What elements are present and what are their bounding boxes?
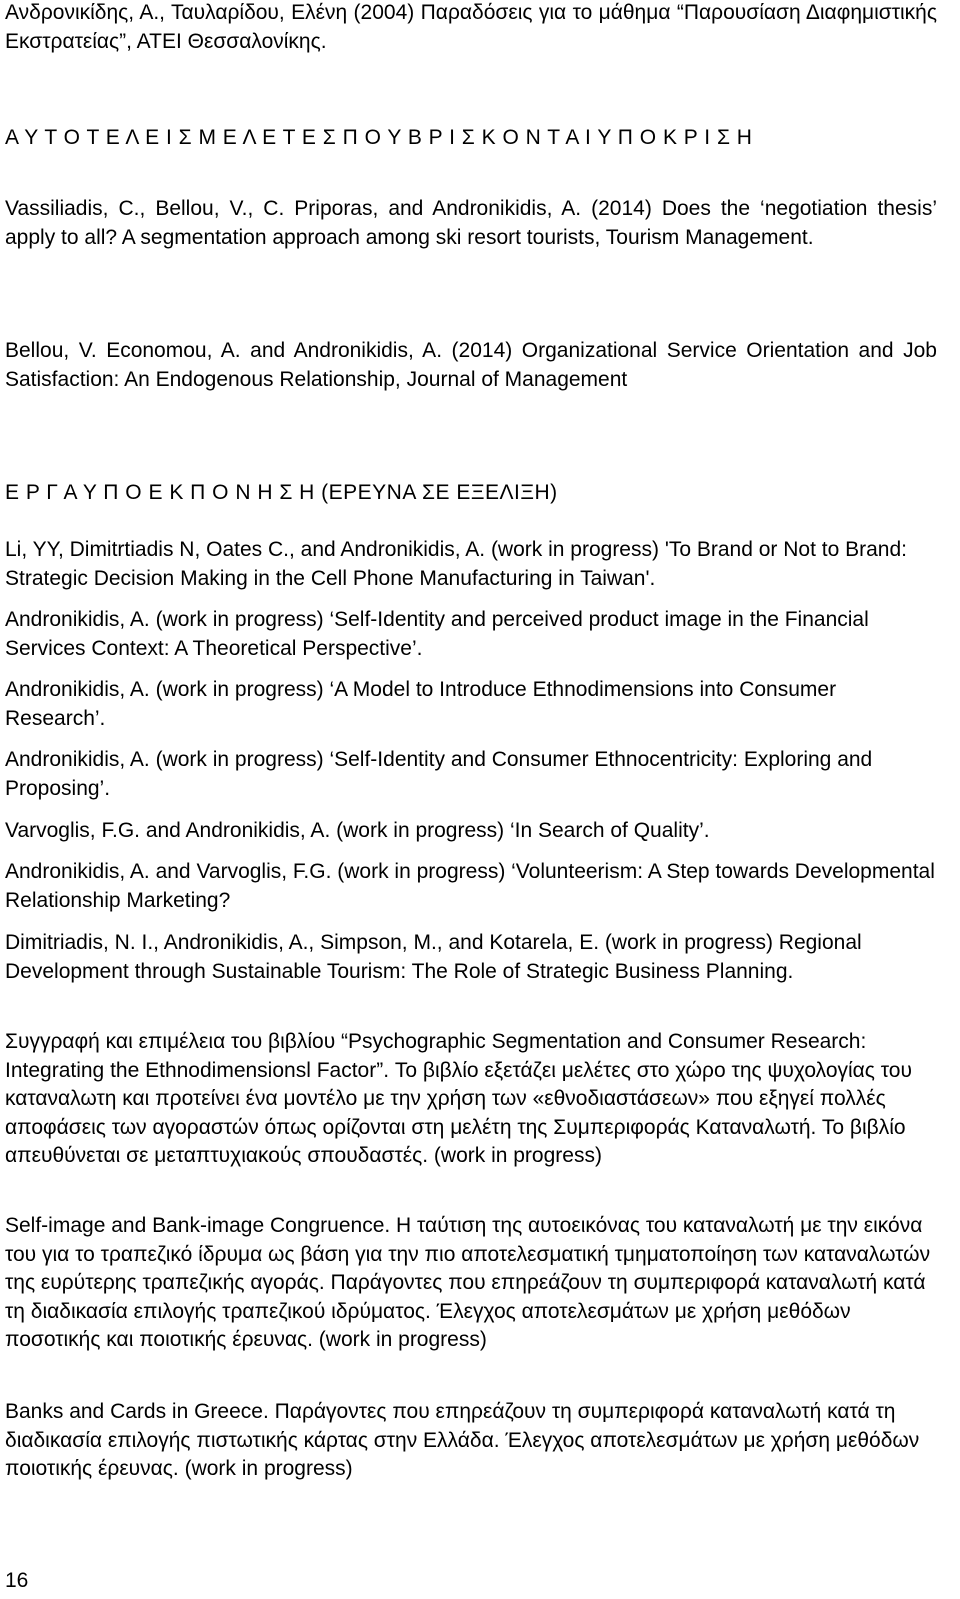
reference-entry: Andronikidis, A. (work in progress) ‘A Model to Introduce Ethnodimensions into Consumer Research’. <box>5 678 837 730</box>
reference-entry: Andronikidis, A. and Varvoglis, F.G. (work in progress) ‘Volunteerism: A Step towards Developmental Relationship Marketing? <box>5 860 935 912</box>
intro-reference: Ανδρονικίδης, Α., Ταυλαρίδου, Ελένη (2004) Παραδόσεις για το μάθημα “Παρουσίαση Διαφημιστικής Εκστρατείας”, ΑΤΕΙ Θεσσαλονίκης. <box>5 1 937 53</box>
reference-entry: Li, YY, Dimitrtiadis N, Oates C., and Andronikidis, A. (work in progress) 'To Brand or Not to Brand: Strategic Decision Making in the Cell Phone Manufacturing in Taiwan'. <box>5 538 907 590</box>
project-description: Banks and Cards in Greece. Παράγοντες που επηρεάζουν τη συμπεριφορά καταναλωτή κατά τη διαδικασία επιλογής πιστωτικής κάρτας στην Ελλάδα. Έλεγχος αποτελεσμάτων με χρήση μεθόδων ποιοτικής έρευνας. (work in progress) <box>5 1400 920 1480</box>
reference-entry: Bellou, V. Economou, A. and Andronikidis, A. (2014) Organizational Service Orientation and Job Satisfaction: An Endogenous Relationship, Journal of Management <box>5 339 937 391</box>
reference-entry: Andronikidis, A. (work in progress) ‘Self-Identity and perceived product image in the Financial Services Context: A Theoretical Perspective’. <box>5 608 869 660</box>
section-heading-in-progress: Ε Ρ Γ Α Υ Π Ο Ε Κ Π Ο Ν Η Σ Η (ΕΡΕΥΝΑ ΣΕ ΕΞΕΛΙΞΗ) <box>5 481 558 504</box>
reference-entry: Vassiliadis, C., Bellou, V., C. Priporas, and Andronikidis, A. (2014) Does the ‘negotiation thesis’ apply to all? A segmentation approach among ski resort tourists, Tourism Management. <box>5 197 937 249</box>
book-description: Συγγραφή και επιμέλεια του βιβλίου “Psychographic Segmentation and Consumer Research: Integrating the Ethnodimensionsl Factor”. Το βιβλίο εξετάζει μελέτες στο χώρο της ψυχολογίας του καταναλωτη και προτείνει ένα μοντέλο με την χρήση των «εθνοδιαστάσεων» που εξηγεί πολλές αποφάσεις των αγοραστών όπως ορίζονται στη μελέτη της Συμπεριφοράς Καταναλωτή. Το βιβλίο απευθύνεται σε μεταπτυχιακούς σπουδαστές. (work in progress) <box>5 1030 912 1167</box>
reference-entry: Varvoglis, F.G. and Andronikidis, A. (work in progress) ‘In Search of Quality’. <box>5 819 710 842</box>
reference-entry: Dimitriadis, N. I., Andronikidis, A., Simpson, M., and Kotarela, E. (work in progress) Regional Development through Sustainable Tourism: The Role of Strategic Business Planning. <box>5 931 862 983</box>
section-heading-under-review: Α Υ Τ Ο Τ Ε Λ Ε Ι Σ Μ Ε Λ Ε Τ Ε Σ Π Ο Υ Β Ρ Ι Σ Κ Ο Ν Τ Α Ι Υ Π Ο Κ Ρ Ι Σ Η <box>5 126 753 149</box>
page-number: 16 <box>5 1569 29 1592</box>
reference-entry: Andronikidis, A. (work in progress) ‘Self-Identity and Consumer Ethnocentricity: Exploring and Proposing’. <box>5 748 873 800</box>
project-description: Self-image and Bank-image Congruence. Η ταύτιση της αυτοεικόνας του καταναλωτή με την εικόνα του για το τραπεζικό ίδρυμα ως βάση για την πιο αποτελεσματική τμηματοποίηση των καταναλωτών της ευρύτερης τραπεζικής αγοράς. Παράγοντες που επηρεάζουν τη συμπεριφορά καταναλωτή κατά τη διαδικασία επιλογής τραπεζικού ιδρύματος. Έλεγχος αποτελεσμάτων με χρήση μεθόδων ποσοτικής και ποιοτικής έρευνας. (work in progress) <box>5 1214 931 1351</box>
